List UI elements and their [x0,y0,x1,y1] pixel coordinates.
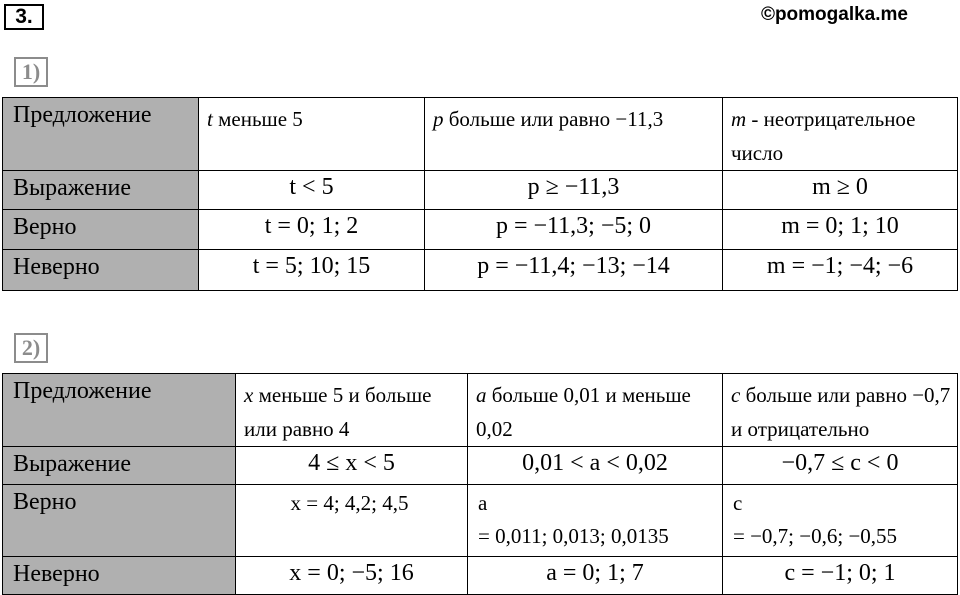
site-watermark: ©pomogalka.me [760,4,908,25]
false-cell: a = 0; 1; 7 [468,557,723,595]
part-2-number: 2) [14,333,48,363]
task-number: 3. [4,4,44,30]
expression-cell: −0,7 ≤ c < 0 [723,447,958,485]
false-cell: m = −1; −4; −6 [723,250,958,291]
row-label-true: Верно [3,485,236,557]
expression-cell: 0,01 < a < 0,02 [468,447,723,485]
true-cell: t = 0; 1; 2 [199,210,425,250]
row-label-false: Неверно [3,250,199,291]
sentence-cell-m: m - неотрицательное число [723,98,958,171]
expression-cell: m ≥ 0 [723,171,958,210]
table-row [3,557,958,595]
sentence-cell-x: x меньше 5 и больше или равно 4 [236,374,468,447]
row-label-false: Неверно [3,557,236,595]
true-cell: p = −11,3; −5; 0 [425,210,723,250]
table-row [3,98,958,171]
true-cell: m = 0; 1; 10 [723,210,958,250]
expression-cell: t < 5 [199,171,425,210]
sentence-cell-c: c больше или равно −0,7 и отрицательно [723,374,958,447]
row-label-expression: Выражение [3,171,199,210]
table-part-2 [2,373,958,595]
table-part-1 [2,97,958,291]
table-row [3,210,958,250]
sentence-cell-p: p больше или равно −11,3 [425,98,723,171]
row-label-sentence: Предложение [3,98,199,171]
row-label-sentence: Предложение [3,374,236,447]
true-cell: c = −0,7; −0,6; −0,55 [723,485,958,557]
false-cell: p = −11,4; −13; −14 [425,250,723,291]
true-cell: a = 0,011; 0,013; 0,0135 [468,485,723,557]
part-1-number: 1) [14,57,48,87]
false-cell: t = 5; 10; 15 [199,250,425,291]
expression-cell: 4 ≤ x < 5 [236,447,468,485]
row-label-expression: Выражение [3,447,236,485]
sentence-cell-a: a больше 0,01 и меньше 0,02 [468,374,723,447]
expression-cell: p ≥ −11,3 [425,171,723,210]
sentence-cell-t: t меньше 5 [199,98,425,171]
false-cell: c = −1; 0; 1 [723,557,958,595]
table-row [3,250,958,291]
table-row [3,447,958,485]
false-cell: x = 0; −5; 16 [236,557,468,595]
table-row [3,374,958,447]
table-row [3,171,958,210]
row-label-true: Верно [3,210,199,250]
true-cell: x = 4; 4,2; 4,5 [236,485,468,557]
table-row [3,485,958,557]
